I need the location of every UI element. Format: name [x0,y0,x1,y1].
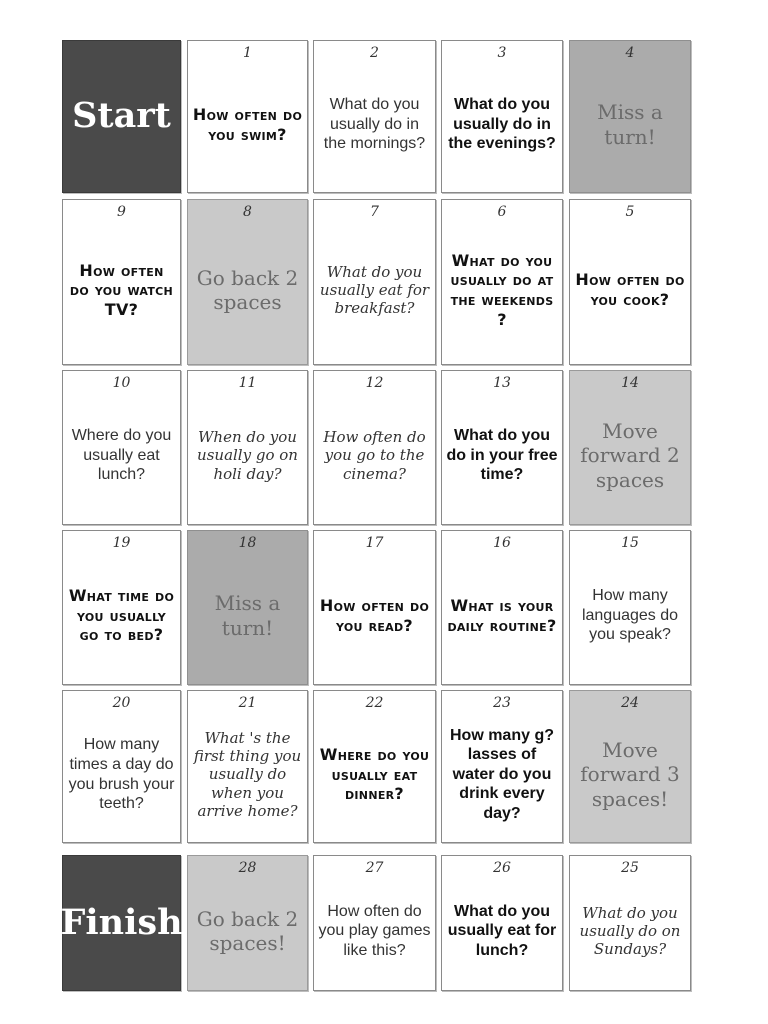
board-square-26 [441,855,563,991]
board-square-11 [187,370,308,525]
square-number: 26 [493,860,511,876]
square-text: How often do you play games like this? [318,902,431,959]
square-text: How often do you watch TV? [69,260,174,319]
square-text: What do you usually do on Sundays? [579,903,681,959]
square-text: How often do you go to the cinema? [323,428,426,483]
finish-square [62,855,181,991]
square-text: How often do you cook? [575,270,685,309]
board-square-5 [569,199,691,365]
square-text: How many languages do you speak? [581,587,679,644]
square-text: How often do you read? [319,595,430,635]
square-text: Where do you usually eat dinner? [319,745,430,804]
square-number: 7 [370,204,379,220]
board-square-7 [313,199,436,365]
square-text: What time do you usually go to bed? [68,586,175,645]
square-text: What do you usually do at the weekends ? [450,250,554,329]
board-square-8 [187,199,308,365]
square-number: 21 [238,695,257,711]
square-number: 22 [365,695,384,711]
square-number: 2 [370,45,379,61]
square-number: 16 [493,535,511,551]
board-square-19 [62,530,181,685]
board-square-15 [569,530,691,685]
board-square-6 [441,199,563,365]
square-number: 23 [493,695,511,711]
square-number: 14 [621,375,639,391]
square-number: 13 [493,375,511,391]
square-text: How often do you swim? [192,104,303,144]
square-number: 1 [243,45,252,61]
square-text: What do you usually eat for lunch? [447,902,557,959]
square-number: 28 [238,860,257,876]
board-square-25 [569,855,691,991]
board-square-21 [187,690,308,843]
square-number: 27 [365,860,384,876]
board-square-17 [313,530,436,685]
square-text: When do you usually go on holi day? [197,428,298,483]
square-text: Miss a turn! [597,100,663,149]
square-number: 4 [625,45,635,61]
finish-label: Finish [60,901,183,943]
board-square-20 [62,690,181,843]
square-text: What do you do in your free time? [446,427,558,484]
board-square-13 [441,370,563,525]
board-square-10 [62,370,181,525]
square-text: How many times a day do you brush your teeth? [68,736,175,813]
square-text: What do you usually do in the mornings? [323,96,426,153]
square-number: 3 [497,45,507,61]
start-square [62,40,181,193]
square-number: 24 [621,695,639,711]
square-text: Go back 2 spaces [196,265,299,314]
square-number: 5 [625,204,635,220]
board-square-9 [62,199,181,365]
square-text: What do you usually eat for breakfast? [319,262,430,318]
square-text: Move forward 3 spaces! [580,737,680,811]
board-square-22 [313,690,436,843]
square-text: What is your daily routine? [447,595,557,635]
square-text: What 's the first thing you usually do when you arrive home? [193,728,302,820]
square-number: 6 [497,204,507,220]
square-number: 15 [621,535,639,551]
board-square-24 [569,690,691,843]
square-text: Move forward 2 spaces [580,418,680,492]
square-number: 19 [112,535,131,551]
square-number: 8 [243,204,252,220]
board-square-28 [187,855,308,991]
square-number: 11 [238,375,257,391]
square-text: Go back 2 spaces! [196,906,299,955]
square-number: 18 [238,535,257,551]
board-square-18 [187,530,308,685]
board-square-1 [187,40,308,193]
square-text: Miss a turn! [214,591,281,640]
board-square-4 [569,40,691,193]
square-text: Where do you usually eat lunch? [71,427,172,484]
board-square-16 [441,530,563,685]
board-square-27 [313,855,436,991]
board-square-23 [441,690,563,843]
square-text: What do you usually do in the evenings? [448,96,556,153]
square-number: 9 [117,204,126,220]
board-square-2 [313,40,436,193]
square-number: 20 [112,695,131,711]
square-number: 25 [621,860,639,876]
square-number: 10 [112,375,131,391]
board-square-14 [569,370,691,525]
square-number: 17 [365,535,384,551]
board-square-3 [441,40,563,193]
start-label: Start [72,95,171,137]
board-square-12 [313,370,436,525]
square-text: How many g?lasses of water do you drink every day? [449,726,554,822]
square-number: 12 [365,375,384,391]
